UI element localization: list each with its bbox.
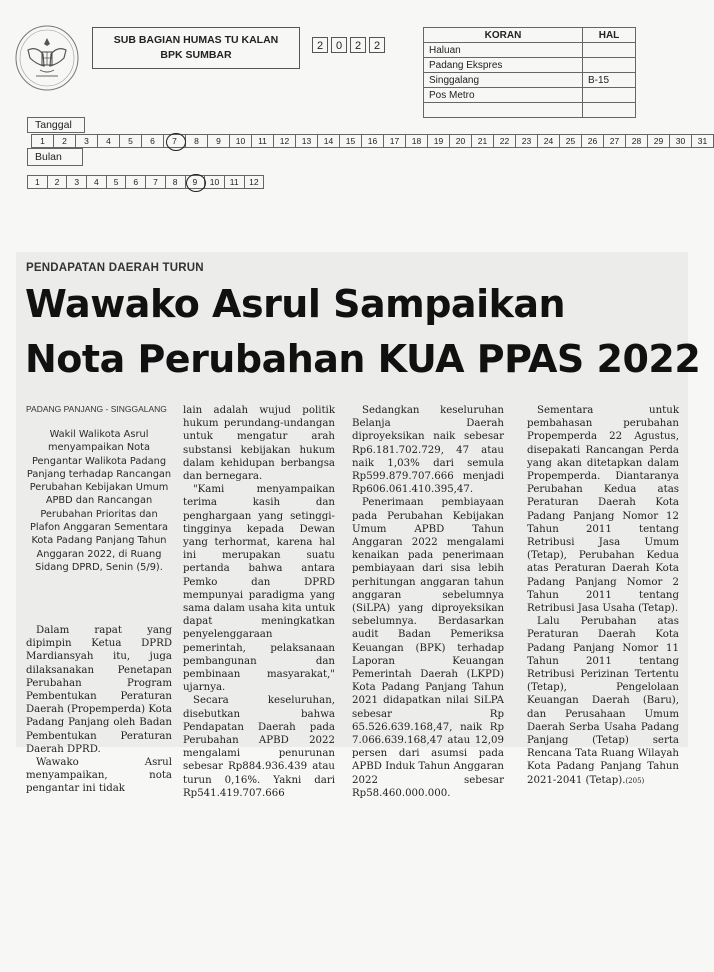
date-cell: 19 xyxy=(428,134,450,148)
article-headline: Wawako Asrul Sampaikan xyxy=(25,282,566,326)
article-column-2 xyxy=(183,404,335,800)
page-cell xyxy=(583,103,636,118)
date-cell: 29 xyxy=(648,134,670,148)
month-cell: 12 xyxy=(245,175,265,189)
month-cell: 5 xyxy=(107,175,127,189)
date-cell: 26 xyxy=(582,134,604,148)
hal-header: HAL xyxy=(583,28,636,43)
bulan-label: Bulan xyxy=(27,148,83,166)
garuda-emblem-icon xyxy=(14,24,80,92)
date-cell: 7 xyxy=(164,134,186,148)
date-cell: 25 xyxy=(560,134,582,148)
date-cell: 12 xyxy=(274,134,296,148)
date-cell: 3 xyxy=(76,134,98,148)
date-cell: 11 xyxy=(252,134,274,148)
month-cell: 2 xyxy=(48,175,68,189)
date-cell: 20 xyxy=(450,134,472,148)
date-cell: 9 xyxy=(208,134,230,148)
article-paragraph xyxy=(527,615,679,788)
year-digit: 2 xyxy=(350,37,366,53)
article-paragraph: "Kami menyampaikan terima kasih dan penghargaan yang setinggi-tingginya kepada Dewan yang terhormat, karena hal ini merupakan suatu pertanda bahwa antara Pemko dan DPRD mempunyai paradigma yang sama dalam usaha kita untuk dapat meningkatkan penyelenggaraan pemerintah, pelaksanaan pembangunan dan pembinaan masyarakat," ujarnya. xyxy=(183,484,335,694)
date-cell: 10 xyxy=(230,134,252,148)
unit-name: SUB BAGIAN HUMAS TU KALAN xyxy=(113,34,279,46)
month-cell: 10 xyxy=(205,175,225,189)
page-cell xyxy=(583,43,636,58)
article-intro: Wakil Walikota Asrul menyampaikan Nota Pengantar Walikota Padang Panjang terhadap Rancangan Perubahan Kebijakan Umum APBD dan Rancangan Perubahan Prioritas dan Plafon Anggaran Sementara Kota Padang Panjang Tahun Anggaran 2022, di Ruang Sidang DPRD, Senin (5/9). xyxy=(26,429,172,573)
newspaper-name xyxy=(424,103,583,118)
newspaper-table xyxy=(423,27,636,118)
date-cell: 21 xyxy=(472,134,494,148)
month-cell: 1 xyxy=(27,175,48,189)
date-cell: 30 xyxy=(670,134,692,148)
article-dateline: PADANG PANJANG - SINGGALANG xyxy=(26,404,167,414)
month-cell: 7 xyxy=(146,175,166,189)
article-column-1 xyxy=(26,624,172,796)
date-cell: 23 xyxy=(516,134,538,148)
date-cell: 24 xyxy=(538,134,560,148)
article-paragraph: Wawako Asrul menyampaikan, nota pengantar ini tidak xyxy=(26,757,172,795)
date-cell: 14 xyxy=(318,134,340,148)
article-paragraph: Penerimaan pembiayaan pada Perubahan Kebijakan Umum APBD Tahun Anggaran 2022 mengalami kenaikan pada penerimaan pembiayaan dari sisa lebih perhitungan anggaran tahun anggaran sebelumnya (SiLPA) yang diproyeksikan sebelumnya. Berdasarkan audit Badan Pemeriksa Keuangan (BPK) terhadap Laporan Keuangan Pemerintah Daerah (LKPD) Kota Padang Panjang Tahun 2021 didapatkan nilai SiLPA sebesar Rp 65.526.639.168,47, naik Rp 7.066.639.168,47 atau 12,09 persen dari asumsi pada APBD Induk Tahun Anggaran 2022 sebesar Rp58.460.000.000. xyxy=(352,497,504,799)
newspaper-name: Singgalang xyxy=(424,73,583,88)
article-kicker: PENDAPATAN DAERAH TURUN xyxy=(26,262,204,274)
page-cell xyxy=(583,58,636,73)
date-cell: 28 xyxy=(626,134,648,148)
article-column-4 xyxy=(527,404,679,788)
date-cell: 22 xyxy=(494,134,516,148)
year-digit: 2 xyxy=(369,37,385,53)
article-paragraph: Dalam rapat yang dipimpin Ketua DPRD Mardiansyah itu, juga dilaksanakan Penetapan Perubahan Program Pembentukan Peraturan Daerah (Propemperda) Kota Padang Panjang oleh Badan Pembentukan Peraturan Daerah DPRD. xyxy=(26,625,172,755)
date-cell: 16 xyxy=(362,134,384,148)
article-column-3 xyxy=(352,404,504,800)
page-cell: B-15 xyxy=(583,73,636,88)
author-code: (205) xyxy=(625,776,645,785)
year-digit: 0 xyxy=(331,37,347,53)
date-cell: 4 xyxy=(98,134,120,148)
date-cell: 6 xyxy=(142,134,164,148)
date-cell: 1 xyxy=(31,134,54,148)
date-cell: 8 xyxy=(186,134,208,148)
year-digit: 2 xyxy=(312,37,328,53)
month-cell: 8 xyxy=(166,175,186,189)
article-paragraph: Sedangkan keseluruhan Belanja Daerah diproyeksikan naik sebesar Rp6.181.702.729, 47 atau naik 1,03% dari semula Rp599.879.707.666 menjadi Rp606.061.410.395,47. xyxy=(352,405,504,496)
newspaper-name: Pos Metro xyxy=(424,88,583,103)
date-cell: 2 xyxy=(54,134,76,148)
month-cell: 11 xyxy=(225,175,245,189)
koran-header: KORAN xyxy=(424,28,583,43)
month-cell: 4 xyxy=(87,175,107,189)
article-paragraph: Secara keseluruhan, disebutkan bahwa Pendapatan Daerah pada Perubahan APBD 2022 mengalami penurunan sebesar Rp884.936.439 atau turun 0,16%. Yakni dari Rp541.419.707.666 xyxy=(183,695,335,799)
month-cell: 6 xyxy=(126,175,146,189)
article-paragraph: Sementara untuk pembahasan perubahan Propemperda 22 Agustus, disepakati Rancangan Perda yang akan ditetapkan dalam Propemperda. Diantaranya Perubahan Kedua atas Peraturan Daerah Kota Padang Panjang Nomor 12 Tahun 2011 tentang Retribusi Jasa Umum (Tetap), Perubahan Kedua atas Peraturan Daerah Kota Padang Panjang Nomor 2 Tahun 2011 tentang Retribusi Jasa Usaha (Tetap). xyxy=(527,405,679,615)
date-row xyxy=(31,134,714,148)
unit-header-box xyxy=(92,27,300,69)
unit-subname: BPK SUMBAR xyxy=(160,49,232,61)
article-headline: Nota Perubahan KUA PPAS 2022 xyxy=(25,337,701,381)
month-cell: 9 xyxy=(186,175,206,189)
newspaper-name: Padang Ekspres xyxy=(424,58,583,73)
tanggal-label: Tanggal xyxy=(27,117,85,133)
month-row xyxy=(27,175,264,189)
date-cell: 15 xyxy=(340,134,362,148)
year-boxes xyxy=(312,37,388,53)
date-cell: 13 xyxy=(296,134,318,148)
page-cell xyxy=(583,88,636,103)
date-cell: 27 xyxy=(604,134,626,148)
date-cell: 18 xyxy=(406,134,428,148)
month-cell: 3 xyxy=(67,175,87,189)
newspaper-name: Haluan xyxy=(424,43,583,58)
article-paragraph: lain adalah wujud politik hukum perundang-undangan untuk mengatur arah substansi kebijakan hukum dalam kehidupan berbangsa dan bernegara. xyxy=(183,405,335,483)
date-cell: 31 xyxy=(692,134,714,148)
article-paragraph-text: Lalu Perubahan atas Peraturan Daerah Kota Padang Panjang Nomor 11 Tahun 2011 tentang Retribusi Perizinan Tertentu (Tetap), Pengelolaan Keuangan Daerah (Baru), dan Perusahaan Umum Daerah Serba Usaha Padang Panjang (Tetap) serta Rencana Tata Ruang Wilayah Kota Padang Panjang Tahun 2021-2041 (Tetap). xyxy=(527,616,679,786)
date-cell: 5 xyxy=(120,134,142,148)
date-cell: 17 xyxy=(384,134,406,148)
